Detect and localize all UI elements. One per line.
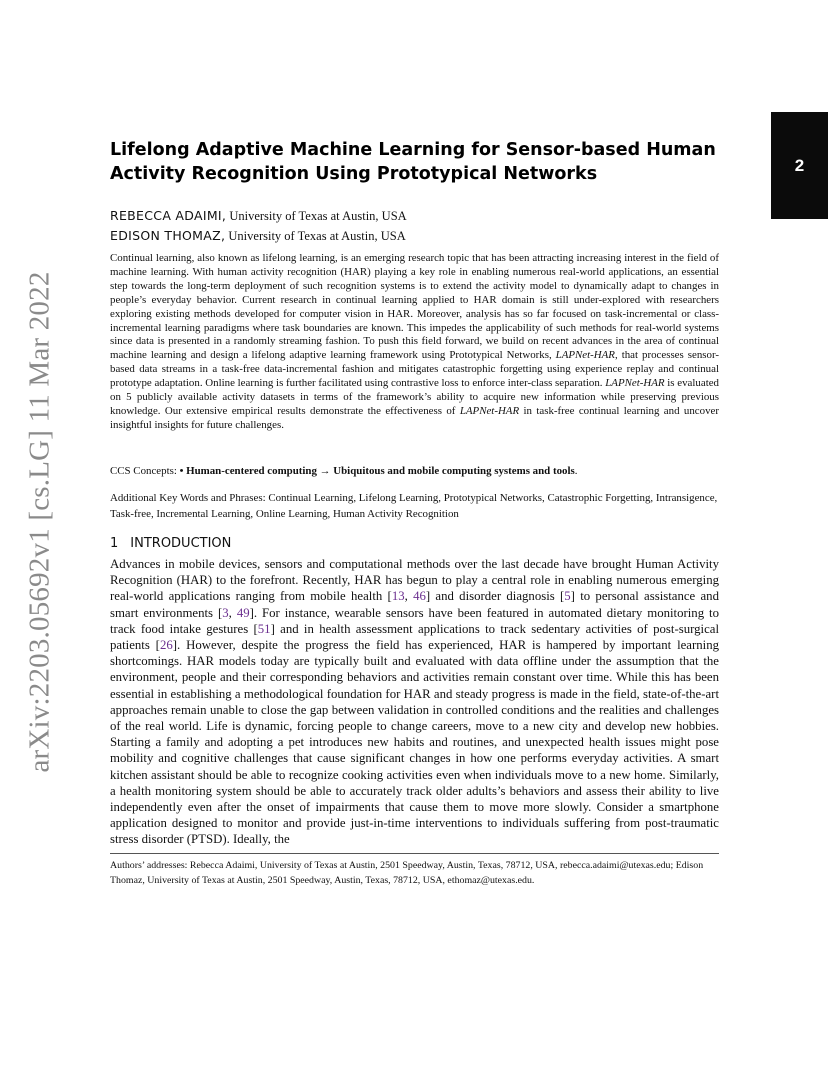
citation-link[interactable]: 49 <box>236 605 250 620</box>
abstract-text: in task-free continual learning and uncover insightful insights for future challenges. <box>110 404 719 431</box>
abstract <box>110 252 719 433</box>
citation-link[interactable]: 13 <box>391 589 405 604</box>
ccs-label: CCS Concepts: <box>110 465 180 477</box>
section-number: 1 <box>110 536 119 551</box>
author-affiliation: University of Texas at Austin, USA <box>225 229 406 243</box>
body-text: ] to personal assistance and smart environments [ <box>110 589 719 620</box>
body-text: ]. However, despite the progress the field has experienced, HAR is hampered by important learning shortcomings. HAR models today are typically built and evaluated with data offline under the assumption that the environment, people and their corresponding behaviors and activities remain constant over time. While this has been essential in establishing a methodological foundation for HAR and steady progress is made in the field, state-of-the-art approaches remain unable to close the gap between validation in controlled conditions and the realities and challenges of the real world. Life is dynamic, forcing people to change careers, move to a new city and develop new hobbies. Starting a family and adopting a pet introduces new habits and routines, and unexpected health issues might pose mobility and cognitive challenges that cause significant changes in how one performs everyday activities. A smart kitchen assistant should be able to recognize cooking activities even when individuals move to a new home. Similarly, a health monitoring system should be able to accurately track older adults’s behaviors and assess their ability to live independently even after the onset of impairments that cause them to move more slowly. Consider a smartphone application designed to monitor and provide just-in-time interventions to individuals suffering from post-traumatic stress disorder (PTSD). Ideally, the <box>110 638 720 847</box>
body-text: ] and disorder diagnosis [ <box>425 589 565 604</box>
page-number-tab <box>771 112 828 219</box>
citation-link[interactable]: 46 <box>413 589 426 604</box>
method-name: LAPNet-HAR <box>555 349 615 362</box>
citation-link[interactable]: 26 <box>159 638 173 653</box>
citation-link[interactable]: 51 <box>257 621 271 636</box>
ccs-bullet: • <box>179 465 187 477</box>
abstract-text: is evaluated on 5 publicly available activity datasets in terms of the framework’s ability to acquire new information while preserving previous knowledge. Our extensive empirical results demonstrate the effectiveness of <box>110 377 719 417</box>
body-text: ] and in health assessment applications to track sedentary activities of post-surgical patients [ <box>110 621 719 653</box>
introduction-paragraph <box>110 556 719 848</box>
method-name: LAPNet-HAR <box>605 377 665 390</box>
section-title: INTRODUCTION <box>130 536 232 551</box>
citation-link[interactable]: 3 <box>222 605 229 620</box>
section-heading <box>110 535 231 553</box>
paper-title: Lifelong Adaptive Machine Learning for Sensor-based Human Activity Recognition Using Prototypical Networks <box>110 140 716 184</box>
body-text: ]. For instance, wearable sensors have been featured in automated dietary monitoring to track food intake gestures [ <box>110 605 720 636</box>
author-entry <box>110 206 730 226</box>
abstract-text: , that processes sensor-based data streams in a task-free data-incremental fashion and mitigates catastrophic forgetting using experience replay and continual prototype adaptation. Online learning is further facilitated using contrastive loss to enforce inter-class separation. <box>110 349 719 390</box>
citation-link[interactable]: 5 <box>564 589 571 604</box>
footnote-divider <box>110 853 719 854</box>
author-name: EDISON THOMAZ, <box>110 228 226 243</box>
body-text: Advances in mobile devices, sensors and computational methods over the last decade have brought Human Activity Recognition (HAR) to the forefront. Recently, HAR has begun to play a central role in enabling numerous emerging real-world applications ranging from mobile health [ <box>110 557 719 604</box>
ccs-concept: Human-centered computing → Ubiquitous and mobile computing systems and tools <box>186 465 575 477</box>
arxiv-identifier-stamp[interactable]: arXiv:2203.05692v1 [cs.LG] 11 Mar 2022 <box>23 271 56 773</box>
ccs-concepts <box>110 465 719 479</box>
author-entry <box>110 226 730 246</box>
author-list <box>110 206 730 246</box>
body-text: , <box>404 589 414 604</box>
author-addresses-footnote: Authors’ addresses: Rebecca Adaimi, University of Texas at Austin, 2501 Speedway, Austin, Texas, 78712, USA, rebecca.adaimi@utexas.edu; Edison Thomaz, University of Texas at Austin, 2501 Speedway, Austin, Texas, 78712, USA, ethomaz@utexas.edu. <box>110 860 704 886</box>
page-number: 2 <box>794 155 805 175</box>
author-name: REBECCA ADAIMI, <box>110 208 227 223</box>
abstract-text: Continual learning, also known as lifelong learning, is an emerging research topic that has been attracting increasing interest in the field of machine learning. With human activity recognition (HAR) playing a key role in enabling numerous real-world applications, an essential step towards the long-term deployment of such recognition systems is to extend the activity model to dynamically adapt to changes in people’s everyday behavior. Current research in continual learning applied to HAR domain is still under-explored with researchers exploring existing methods developed for computer vision in HAR. Moreover, analysis has so far focused on task-incremental or class-incremental learning paradigms where task boundaries are known. This impedes the applicability of such methods for real-world systems since data is presented in a randomly streaming fashion. To push this field forward, we build on recent advances in the area of continual machine learning and design a lifelong adaptive learning framework using Prototypical Networks, <box>110 252 719 362</box>
method-name: LAPNet-HAR <box>459 404 520 417</box>
author-affiliation: University of Texas at Austin, USA <box>226 209 407 223</box>
body-text: , <box>228 605 237 620</box>
ccs-end: . <box>574 465 578 477</box>
keywords: Additional Key Words and Phrases: Continual Learning, Lifelong Learning, Prototypical Networks, Catastrophic Forgetting, Intransigence, Task-free, Incremental Learning, Online Learning, Human Activity Recognition <box>110 492 718 520</box>
